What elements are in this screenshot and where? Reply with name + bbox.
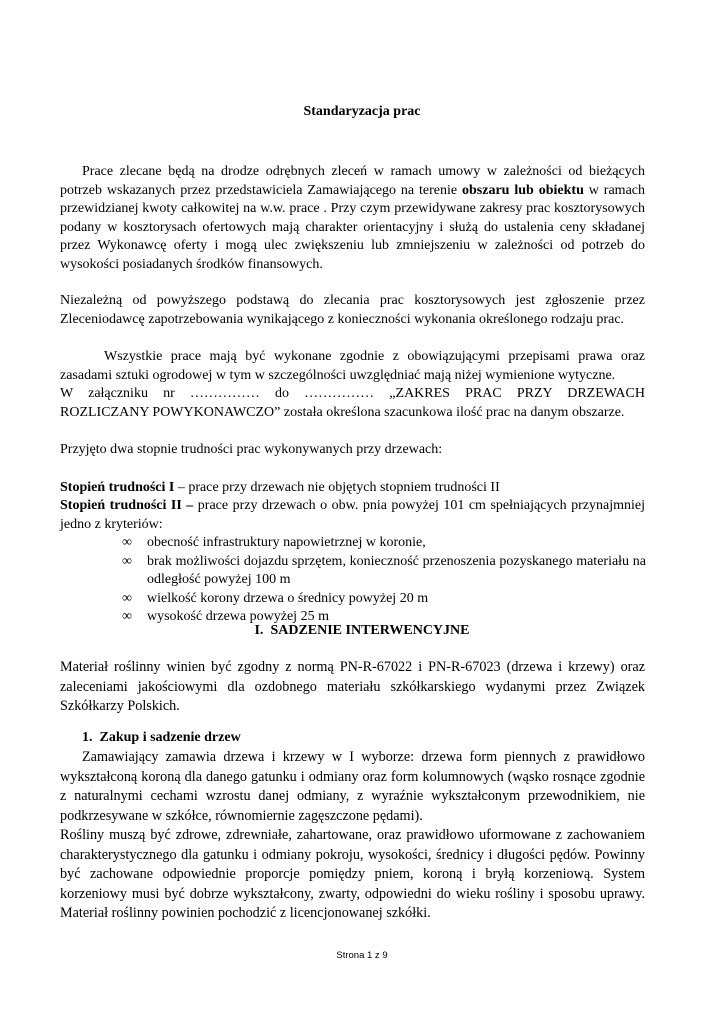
- paragraph-order: Zamawiający zamawia drzewa i krzewy w I wyborze: drzewa form piennych z prawidłowo wykształconą koroną dla danego gatunku i odmiany oraz form kolumnowych (wąsko rosnące zgodnie z naturalnymi cechami wzrostu danej odmiany, z wyraźnie wykształconym przewodnikiem, nie podkrzesywane w szkółce, równomiernie zagęszczone pędami).: [60, 749, 645, 824]
- degree-two-text: prace przy drzewach o obw. pnia powyżej 101 cm spełniających przynajmniej jedno z kryteriów:: [60, 498, 645, 532]
- paragraph-degrees-intro: Przyjęto dwa stopnie trudności prac wykonywanych przy drzewach:: [60, 442, 443, 457]
- paragraph-rules: Wszystkie prace mają być wykonane zgodnie z obowiązującymi przepisami prawa oraz zasadami sztuki ogrodowej w tym w szczególności uwzględniać mają niżej wymienione wytyczne.: [60, 349, 645, 383]
- degree-one: [60, 479, 645, 498]
- section-number: I.: [254, 623, 264, 638]
- section-title: SADZENIE INTERWENCYJNE: [270, 623, 470, 638]
- paragraph-intro-text-1: Prace zlecane będą na drodze odrębnych zleceń w ramach umowy w zależności od bieżących potrzeb wskazanych przez przedstawiciela Zamawiającego na terenie: [60, 164, 645, 198]
- paragraph-intro: [60, 163, 645, 275]
- infinity-bullet-icon: ∞: [122, 535, 132, 550]
- subsection-title: Zakup i sadzenie drzew: [99, 730, 241, 745]
- infinity-bullet-icon: ∞: [122, 609, 132, 625]
- paragraph-basis: Niezależną od powyższego podstawą do zlecania prac kosztorysowych jest zgłoszenie przez Zleceniodawcę zapotrzebowania wynikającego z konieczności wykonania określonego rodzaju prac.: [60, 293, 645, 327]
- paragraph-plants: Rośliny muszą być zdrowe, zdrewniałe, zahartowane, oraz prawidłowo uformowane z zachowaniem charakterystycznego dla gatunku i odmiany pokroju, wysokości, średnicy i długości pędów. Powinny być zachowane odpowiednie proporcje pomiędzy pniem, koroną i bryłą korzeniową. System korzeniowy musi być dobrze wykształcony, zwarty, odpowiedni do wieku rośliny i sposobu uprawy. Materiał roślinny powinien pochodzić z licencjonowanej szkółki.: [60, 827, 645, 922]
- degree-one-text: – prace przy drzewach nie objętych stopniem trudności II: [174, 480, 500, 495]
- degree-two-label: Stopień trudności II –: [60, 498, 194, 513]
- page-title: Standaryzacja prac: [303, 104, 421, 119]
- paragraph-material: Materiał roślinny winien być zgodny z normą PN-R-67022 i PN-R-67023 (drzewa i krzewy) oraz zaleceniami jakościowymi dla ozdobnego materiału szkółkarskiego wydanymi przez Związek Szkółkarzy Polskich.: [60, 659, 645, 715]
- subsection-number: 1.: [82, 730, 93, 745]
- paragraph-intro-text-2: w ramach przewidzianej kwoty całkowitej na w.w. prace . Przy czym przewidywane zakresy prac kosztorysowych podany w kosztorysach ofertowych mają charakter orientacyjny i służą do ustalenia ceny składanej przez Wykonawcę oferty i mogą ulec zwiększeniu lub zmniejszeniu w zależności od potrzeb do wysokości posiadanych środków finansowych.: [60, 182, 645, 272]
- degree-two: [60, 497, 645, 534]
- list-item: ∞ obecność infrastruktury napowietrznej w koronie,: [122, 534, 646, 553]
- list-item: ∞ brak możliwości dojazdu sprzętem, konieczność przenoszenia pozyskanego materiału na odległość powyżej 100 m: [122, 553, 646, 588]
- page-number: Strona 1 z 9: [336, 950, 388, 961]
- infinity-bullet-icon: ∞: [122, 590, 132, 606]
- section-heading: [0, 622, 724, 640]
- criteria-list: [122, 534, 646, 627]
- infinity-bullet-icon: ∞: [122, 553, 132, 569]
- list-item: ∞ wielkość korony drzewa o średnicy powyżej 20 m: [122, 590, 646, 609]
- subsection-heading: [82, 729, 241, 747]
- degree-one-label: Stopień trudności I: [60, 480, 175, 495]
- paragraph-attachment-rest: ROZLICZANY POWYKONAWCZO” została określona szacunkowa ilość prac na danym obszarze.: [60, 405, 625, 420]
- list-item: ∞ wysokość drzewa powyżej 25 m: [122, 608, 646, 627]
- paragraph-attachment-line: W załączniku nr …………… do …………… „ZAKRES PRAC PRZY DRZEWACH: [60, 386, 645, 401]
- paragraph-intro-bold: obszaru lub obiektu: [462, 182, 584, 198]
